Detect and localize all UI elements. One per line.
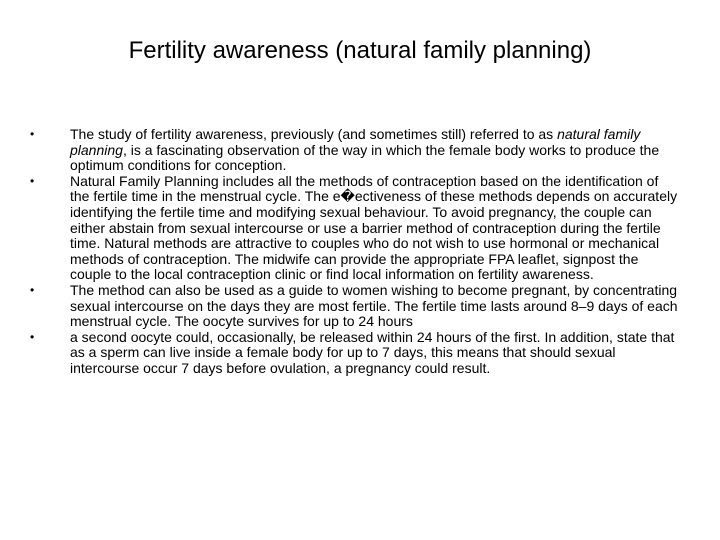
bullet-icon: •	[30, 127, 35, 141]
bullet-text-segment: The study of fertility awareness, previously (and sometimes still) referred to as	[70, 126, 558, 142]
bullet-icon: •	[30, 329, 35, 344]
slide-title: Fertility awareness (natural family planning)	[128, 37, 592, 64]
bullet-text	[70, 173, 677, 283]
bullet-text-segment-italic: natural family planning	[70, 126, 641, 158]
bullet-text-segment: The method can also be used as a guide to women wishing to become pregnant, by concentrating sexual intercourse on the days they are most fertile. The fertile time lasts around 8–9 days of each menstrual cycle. The oocyte survives for up to 24 hours	[70, 281, 678, 330]
bullet-item	[30, 330, 680, 377]
bullet-icon: •	[30, 282, 35, 297]
bullet-text	[70, 329, 674, 376]
bullet-text-segment: a second oocyte could, occasionally, be released within 24 hours of the first. In addition, state that as a sperm can live inside a female body for up to 7 days, this means that should sexual intercourse occur 7 days before ovulation, a pregnancy could result.	[70, 328, 675, 376]
bullet-item	[30, 174, 680, 283]
bullet-text-segment: Natural Family Planning includes all the methods of contraception based on the identification of the fertile time in the menstrual cycle. The e�ectiveness of these methods depends on accurately identifying the fertile time and modifying sexual behaviour. To avoid pregnancy, the couple can either abstain from sexual intercourse or use a barrier method of contraception during the fertile time. Natural methods are attractive to couples who do not wish to use hormonal or mechanical methods of contraception. The midwife can provide the appropriate FPA leaflet, signpost the couple to the local contraception clinic or find local information on fertility awareness.	[70, 172, 678, 283]
bullet-text	[70, 126, 659, 173]
bullet-text-segment: , is a fascinating observation of the way in which the female body works to produce the optimum conditions for conception.	[70, 141, 660, 174]
bullet-icon: •	[30, 173, 35, 188]
bullet-item	[30, 127, 680, 174]
bullet-list	[30, 127, 680, 377]
bullet-item	[30, 283, 680, 330]
bullet-text	[70, 282, 678, 329]
